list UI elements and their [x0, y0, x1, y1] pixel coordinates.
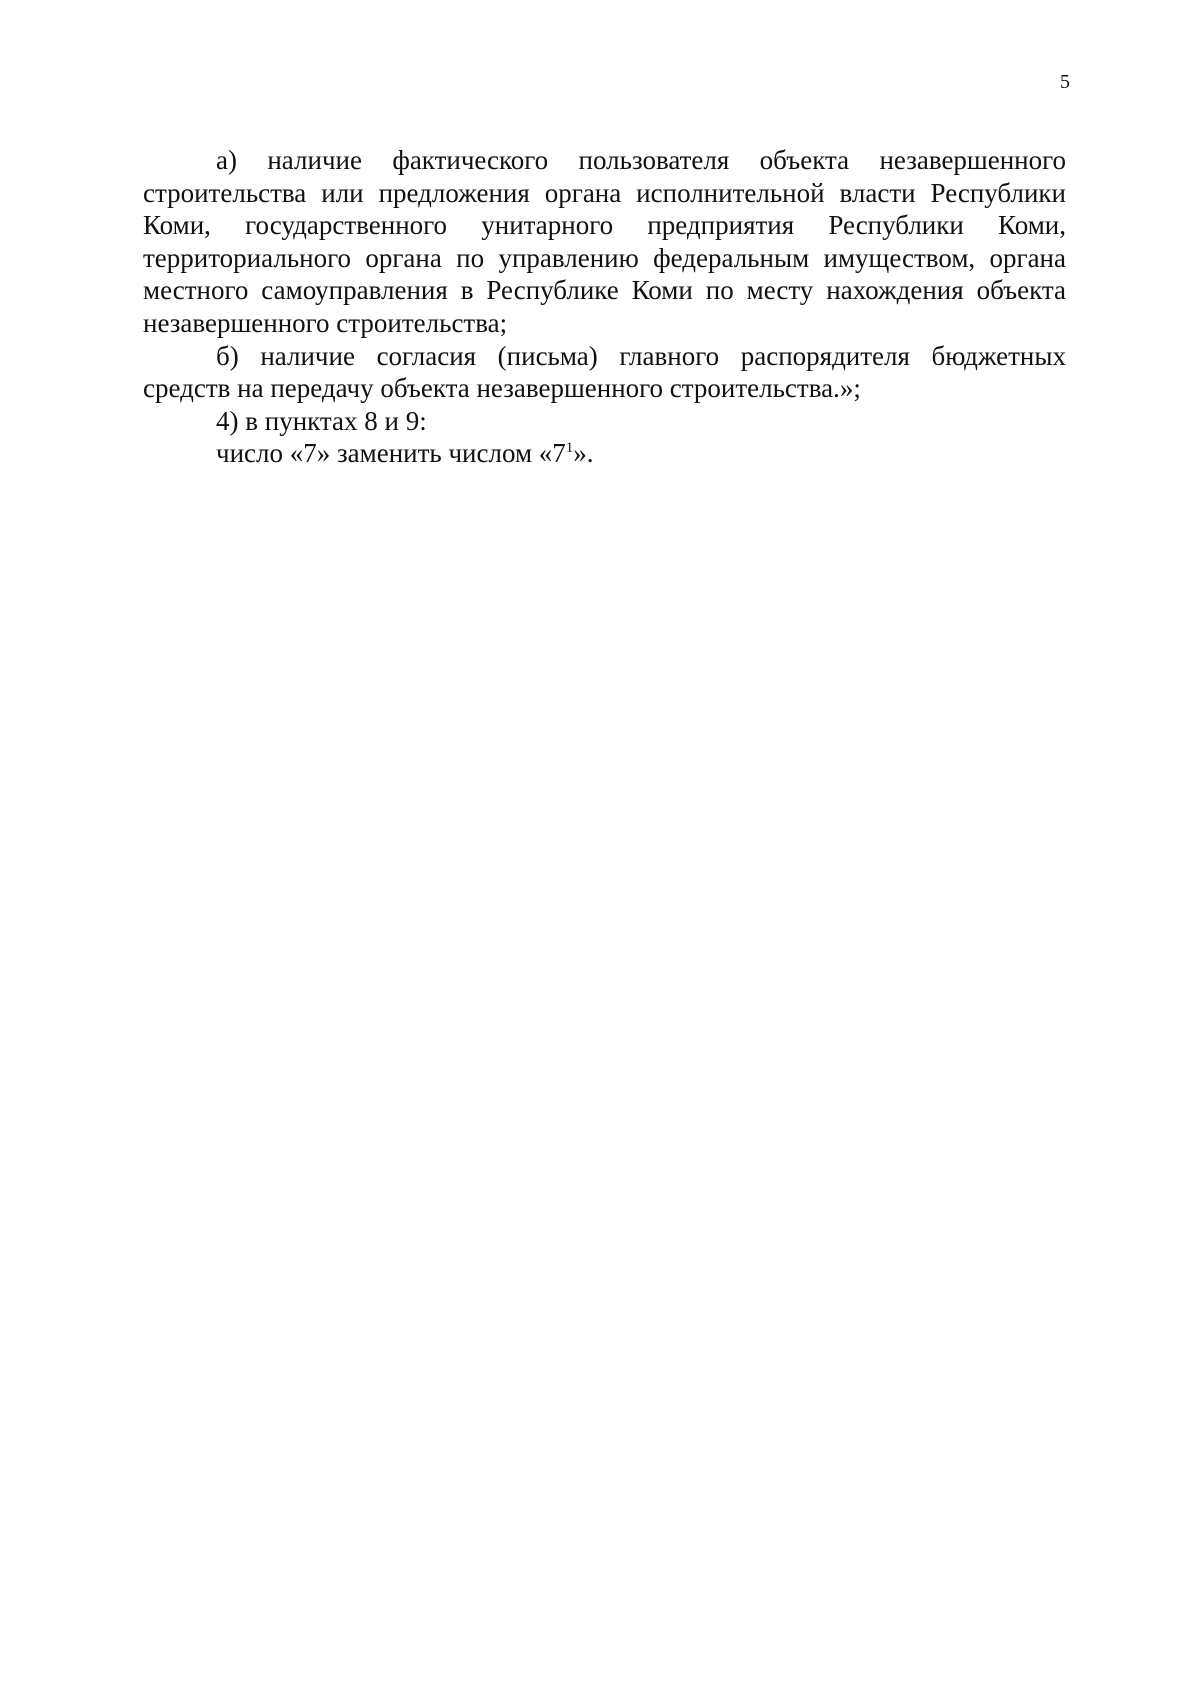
paragraph-b: б) наличие согласия (письма) главного распорядителя бюджетных средств на передачу объекта незавершенного строительства.»; — [143, 340, 1066, 404]
paragraph-replace-number — [143, 437, 1066, 470]
superscript-one: 1 — [565, 440, 574, 457]
replace-text-after: ». — [573, 438, 594, 469]
document-body — [143, 144, 1066, 470]
paragraph-a: а) наличие фактического пользователя объекта незавершенного строительства или предложения органа исполнительной власти Республики Коми, государственного унитарного предприятия Республики Коми, территориального органа по управлению федеральным имуществом, органа местного самоуправления в Республике Коми по месту нахождения объекта незавершенного строительства; — [143, 145, 1066, 338]
paragraph-item-4: 4) в пунктах 8 и 9: — [216, 405, 427, 436]
page-number: 5 — [1060, 71, 1070, 93]
replace-text-before: число «7» заменить числом «7 — [216, 438, 566, 469]
